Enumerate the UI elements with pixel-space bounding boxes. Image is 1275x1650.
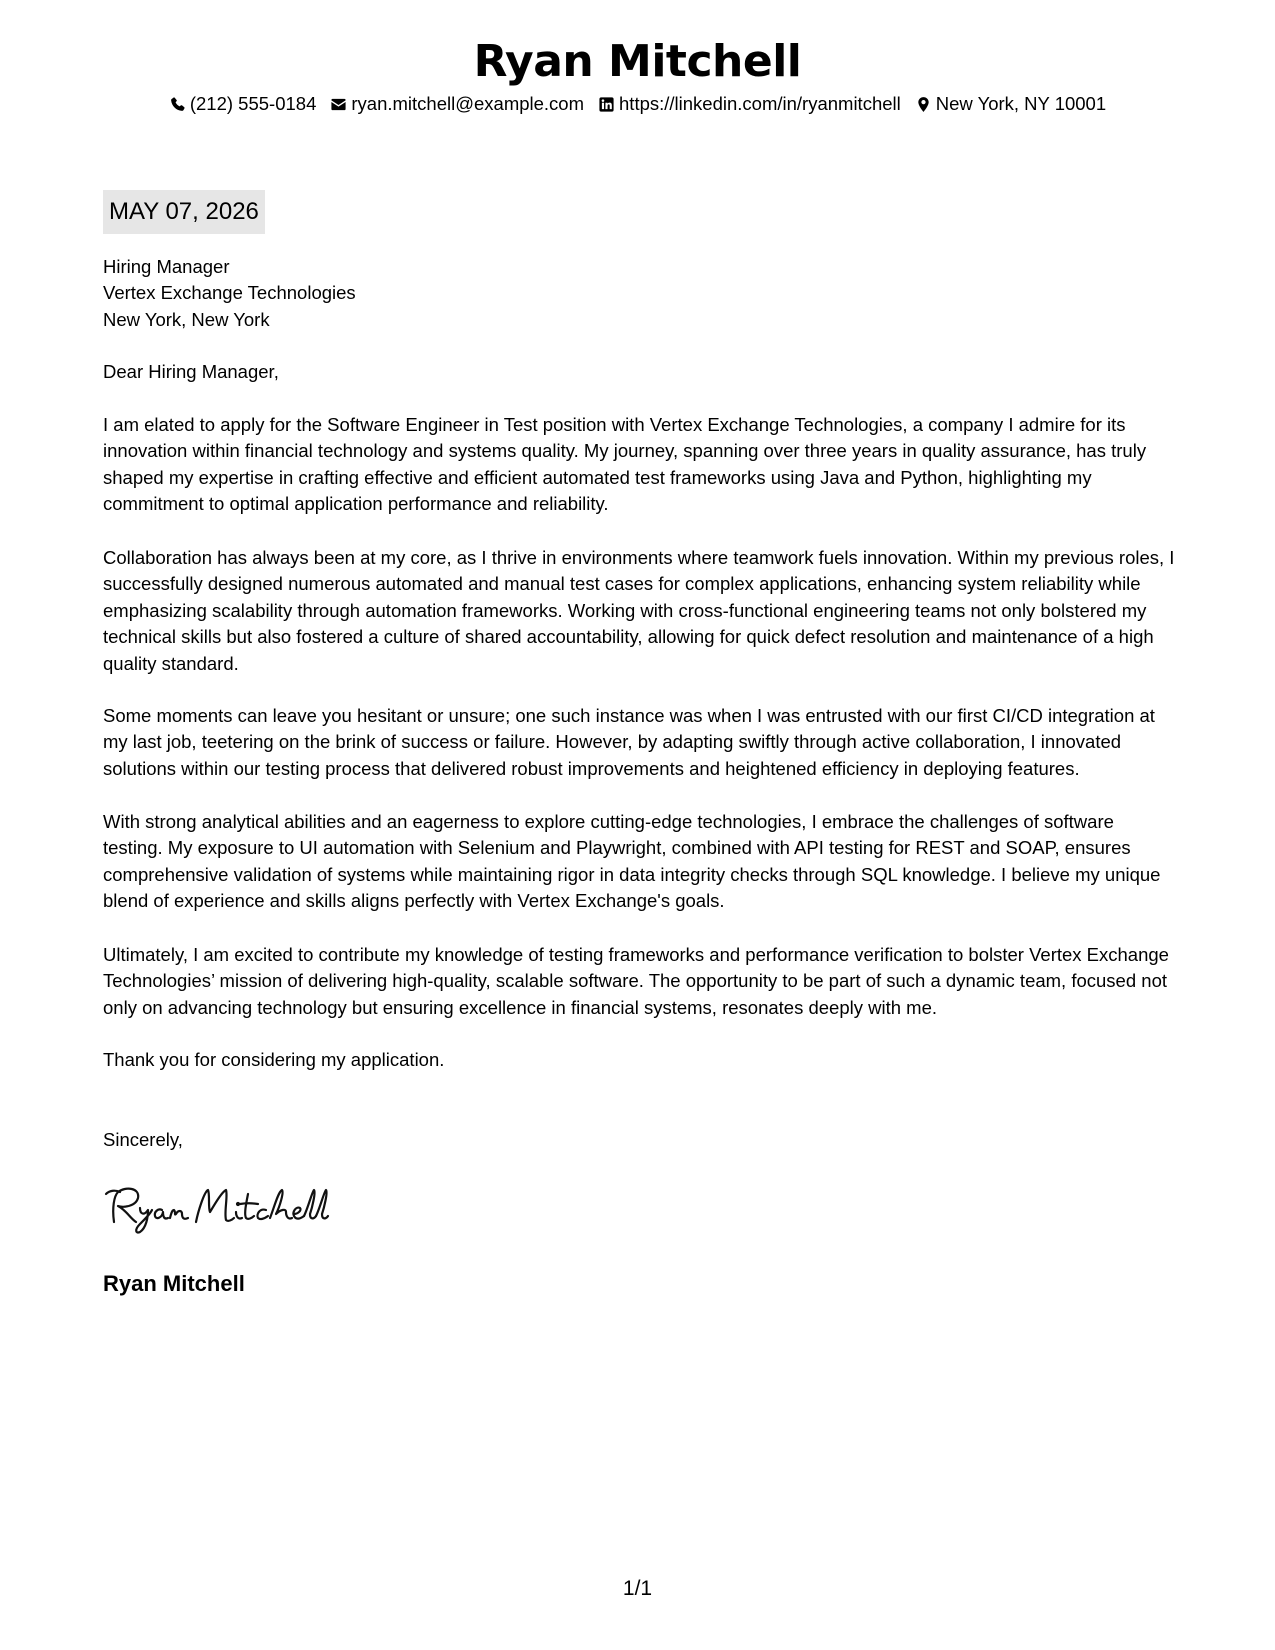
contact-phone xyxy=(169,92,317,116)
body-paragraph-6: Thank you for considering my application. xyxy=(103,1049,445,1070)
map-marker-icon xyxy=(915,96,932,113)
signer-name: Ryan Mitchell xyxy=(103,1271,245,1296)
phone-text: (212) 555-0184 xyxy=(189,93,317,114)
handwritten-signature xyxy=(100,1178,330,1238)
body-paragraph-2: Collaboration has always been at my core, as I thrive in environments where teamwork fuels innovation. Within my previous roles, I successfully designed numerous automated and manual test cases for complex applications, enhancing system reliability while emphasizing scalability through automation frameworks. Working with cross-functional engineering teams not only bolstered my technical skills but also fostered a culture of shared accountability, allowing for quick defect resolution and maintenance of a high quality standard. xyxy=(103,547,1175,674)
applicant-name-heading: Ryan Mitchell xyxy=(473,36,802,87)
page-number: 1/1 xyxy=(622,1577,653,1600)
phone-icon xyxy=(169,96,186,113)
body-paragraph-1: I am elated to apply for the Software Engineer in Test position with Vertex Exchange Technologies, a company I admire for its innovation within financial technology and systems quality. My journey, spanning over three years in quality assurance, has truly shaped my expertise in crafting effective and efficient automated test frameworks using Java and Python, highlighting my commitment to optimal application performance and reliability. xyxy=(103,414,1147,515)
letter-date: MAY 07, 2026 xyxy=(103,190,265,234)
body-paragraph-4: With strong analytical abilities and an eagerness to explore cutting-edge technologies, I embrace the challenges of software testing. My exposure to UI automation with Selenium and Playwright, combined with API testing for REST and SOAP, ensures comprehensive validation of systems while maintaining rigor in data integrity checks through SQL knowledge. I believe my unique blend of experience and skills aligns perfectly with Vertex Exchange's goals. xyxy=(103,811,1161,912)
recipient-company: Vertex Exchange Technologies xyxy=(103,282,356,304)
recipient-title: Hiring Manager xyxy=(103,256,230,277)
contact-info-bar xyxy=(0,92,1275,116)
recipient-location: New York, New York xyxy=(103,308,270,330)
closing-phrase: Sincerely, xyxy=(103,1129,183,1150)
linkedin-text: https://linkedin.com/in/ryanmitchell xyxy=(619,93,901,114)
email-text: ryan.mitchell@example.com xyxy=(351,93,585,114)
envelope-icon xyxy=(330,96,347,113)
salutation: Dear Hiring Manager, xyxy=(103,361,279,382)
linkedin-icon xyxy=(598,96,615,113)
recipient-block xyxy=(103,254,1175,333)
location-text: New York, NY 10001 xyxy=(935,93,1107,114)
contact-location xyxy=(915,92,1106,116)
contact-email[interactable] xyxy=(330,92,584,116)
contact-linkedin[interactable] xyxy=(598,92,901,116)
body-paragraph-3: Some moments can leave you hesitant or unsure; one such instance was when I was entrusted with our first CI/CD integration at my last job, teetering on the brink of success or failure. However, by adapting swiftly through active collaboration, I innovated solutions within our testing process that delivered robust improvements and heightened efficiency in deploying features. xyxy=(103,705,1155,779)
body-paragraph-5: Ultimately, I am excited to contribute my knowledge of testing frameworks and performance verification to bolster Vertex Exchange Technologies’ mission of delivering high-quality, scalable software. The opportunity to be part of such a dynamic team, focused not only on advancing technology but ensuring excellence in financial systems, resonates deeply with me. xyxy=(103,944,1169,1018)
